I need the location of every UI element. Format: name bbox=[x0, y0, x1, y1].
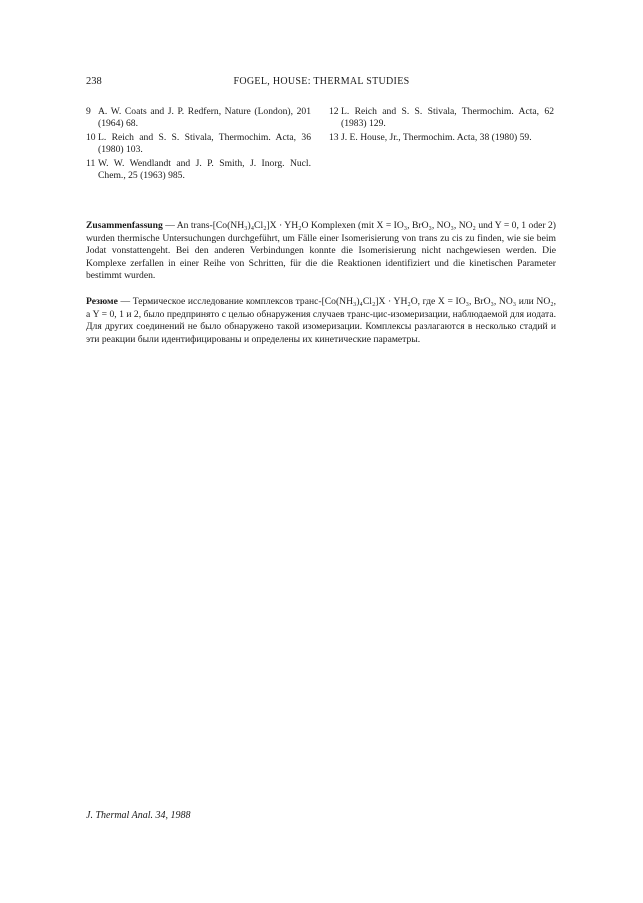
journal-footer: J. Thermal Anal. 34, 1988 bbox=[86, 810, 191, 821]
references-right-column bbox=[329, 106, 554, 145]
reference-item bbox=[329, 132, 554, 144]
russian-abstract-text: — Термическое исследование комплексов транс-[Co(NH₃)₄Cl₂]X · YH₂O, где X = IO₃, BrO₃, NO₃ или NO₂, а Y = 0, 1 и 2, было предпринято с целью обнаружения случаев транс-цис-изомеризации, наблюдаемой для иодата. Для других соединений не было обнаружено такой изомеризации. Комплексы разлагаются в несколько стадий и эти реакции были идентифицированы и определены их кинетические параметры. bbox=[86, 296, 556, 345]
page-number: 238 bbox=[86, 76, 102, 87]
reference-number: 13 bbox=[329, 131, 339, 143]
running-head: FOGEL, HOUSE: THERMAL STUDIES bbox=[233, 76, 410, 87]
reference-item bbox=[86, 106, 311, 131]
reference-text: L. Reich and S. S. Stivala, Thermochim. Acta, 62 (1983) 129. bbox=[341, 106, 554, 130]
german-abstract-text: — An trans-[Co(NH₃)₄Cl₂]X · YH₂O Komplexen (mit X = IO₃, BrO₃, NO₃, NO₂ und Y = 0, 1 oder 2) wurden thermische Untersuchungen durchgeführt, um Fälle einer Isomerisierung von trans zu cis zu finden, wie sie beim Jodat vonstattengeht. Bei den anderen Verbindungen konnte die Isomerisierung nicht nachgewiesen werden. Die Komplexe zerfallen in einer Reihe von Schritten, für die die Reaktionen identifiziert und die kinetischen Parameter bestimmt wurden. bbox=[86, 220, 556, 282]
reference-number: 11 bbox=[86, 157, 96, 169]
reference-text: W. W. Wendlandt and J. P. Smith, J. Inorg. Nucl. Chem., 25 (1963) 985. bbox=[98, 157, 311, 182]
reference-number: 12 bbox=[329, 106, 339, 117]
reference-item bbox=[86, 158, 311, 183]
russian-abstract bbox=[86, 296, 556, 346]
russian-abstract-title: Резюме bbox=[86, 296, 118, 307]
german-abstract bbox=[86, 220, 556, 283]
reference-number: 10 bbox=[86, 131, 96, 143]
reference-text: A. W. Coats and J. P. Redfern, Nature (London), 201 (1964) 68. bbox=[98, 106, 311, 130]
reference-text: J. E. House, Jr., Thermochim. Acta, 38 (1980) 59. bbox=[341, 131, 532, 143]
reference-item bbox=[86, 132, 311, 157]
reference-number: 9 bbox=[86, 106, 91, 117]
reference-item bbox=[329, 106, 554, 131]
references-left-column bbox=[86, 106, 311, 183]
reference-text: L. Reich and S. S. Stivala, Thermochim. Acta, 36 (1980) 103. bbox=[98, 131, 311, 156]
german-abstract-title: Zusammenfassung bbox=[86, 220, 163, 231]
